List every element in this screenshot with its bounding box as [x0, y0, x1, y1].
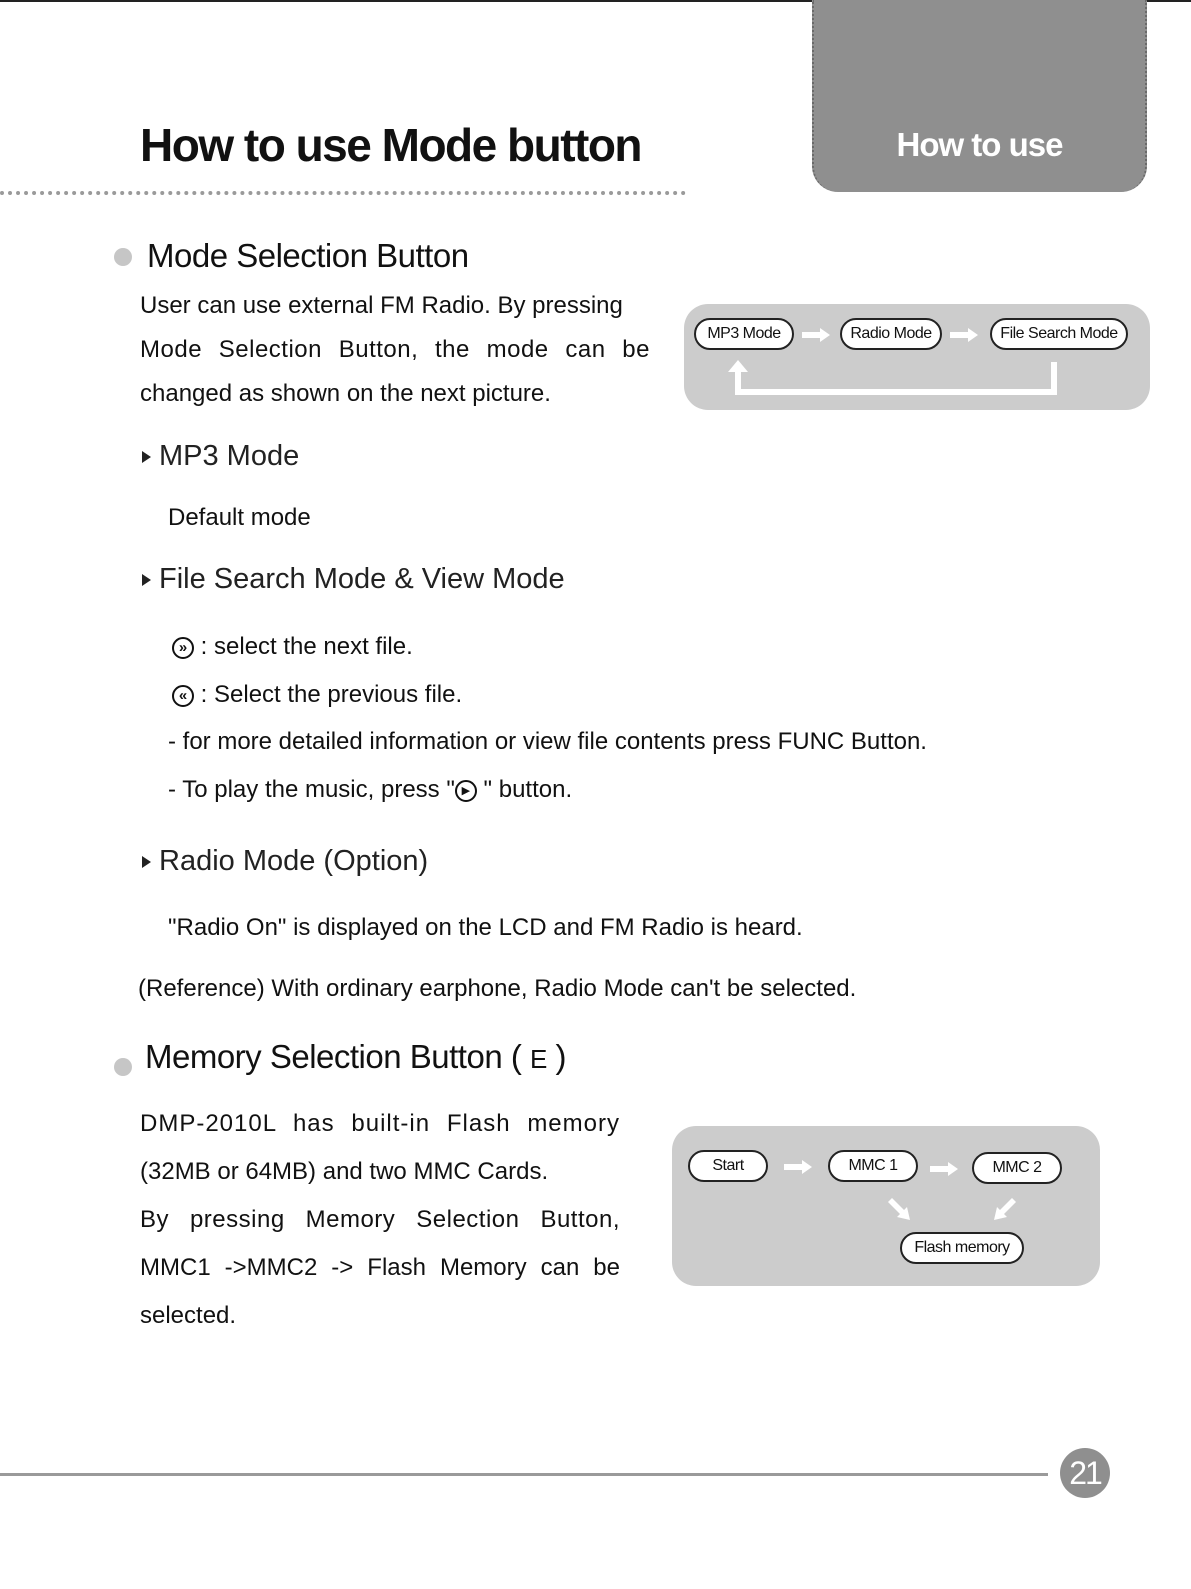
rewind-icon: «	[172, 685, 194, 707]
bullet-icon	[114, 248, 132, 266]
radio-reference-note: (Reference) With ordinary earphone, Radio Mode can't be selected.	[138, 975, 857, 1002]
prev-file-text: : Select the previous file.	[200, 681, 463, 708]
bullet-icon	[114, 1058, 132, 1076]
triangle-bullet-icon	[142, 856, 151, 868]
play-icon: ▶	[455, 780, 477, 802]
page-title: How to use Mode button	[140, 119, 642, 171]
paragraph-line: changed as shown on the next picture.	[140, 380, 551, 407]
flash-memory-node: Flash memory	[900, 1232, 1024, 1264]
paragraph-line: DMP-2010L has built-in Flash memory	[140, 1110, 620, 1137]
paragraph-line: User can use external FM Radio. By pressing	[140, 292, 623, 319]
fast-forward-icon: »	[172, 637, 194, 659]
arrow-right-icon	[950, 328, 978, 342]
next-file-line	[172, 633, 413, 661]
radio-mode-heading	[142, 845, 428, 878]
triangle-bullet-icon	[142, 574, 151, 586]
mp3-mode-heading-text: MP3 Mode	[159, 440, 300, 472]
memory-section-heading	[145, 1038, 566, 1076]
memory-section-paragraph	[140, 1100, 620, 1340]
paragraph-line: MMC1 ->MMC2 -> Flash Memory can be	[140, 1254, 620, 1281]
prev-file-line	[172, 681, 462, 709]
radio-mode-description: "Radio On" is displayed on the LCD and FM Radio is heard.	[168, 914, 803, 941]
file-search-heading	[142, 563, 565, 596]
mode-section-heading: Mode Selection Button	[147, 237, 469, 274]
paragraph-line: Mode Selection Button, the mode can be	[140, 336, 650, 363]
arrow-down-right-icon	[886, 1196, 914, 1224]
arrow-down-left-icon	[990, 1196, 1018, 1224]
footer-rule	[0, 1473, 1048, 1476]
title-divider	[0, 191, 686, 195]
next-file-text: : select the next file.	[200, 633, 413, 660]
arrow-right-icon	[802, 328, 830, 342]
mmc1-node: MMC 1	[828, 1150, 918, 1182]
return-arrow-icon	[724, 358, 1064, 398]
func-note: - for more detailed information or view file contents press FUNC Button.	[168, 728, 927, 755]
mode-section-paragraph	[140, 284, 650, 416]
play-note-before: - To play the music, press "	[168, 776, 455, 803]
mp3-mode-description: Default mode	[168, 504, 311, 531]
radio-mode-heading-text: Radio Mode (Option)	[159, 845, 429, 877]
memory-cycle-diagram	[672, 1126, 1100, 1286]
memory-button-symbol: E	[530, 1044, 547, 1074]
page-number: 21	[1060, 1448, 1110, 1498]
mmc2-node: MMC 2	[972, 1152, 1062, 1184]
triangle-bullet-icon	[142, 451, 151, 463]
arrow-right-icon	[784, 1160, 812, 1174]
radio-mode-node: Radio Mode	[840, 318, 942, 350]
mp3-mode-heading	[142, 440, 299, 473]
paragraph-line: selected.	[140, 1302, 237, 1329]
start-node: Start	[688, 1150, 768, 1182]
file-search-heading-text: File Search Mode & View Mode	[159, 563, 565, 595]
paragraph-line: (32MB or 64MB) and two MMC Cards.	[140, 1158, 549, 1185]
memory-heading-close: )	[555, 1038, 567, 1075]
play-note	[168, 776, 572, 804]
mp3-mode-node: MP3 Mode	[694, 318, 794, 350]
mode-cycle-diagram	[684, 304, 1150, 410]
paragraph-line: By pressing Memory Selection Button,	[140, 1206, 620, 1233]
file-search-mode-node: File Search Mode	[990, 318, 1128, 350]
arrow-right-icon	[930, 1162, 958, 1176]
memory-heading-text: Memory Selection Button (	[145, 1038, 522, 1075]
section-tab-label: How to use	[896, 126, 1063, 163]
play-note-after: " button.	[476, 776, 573, 803]
